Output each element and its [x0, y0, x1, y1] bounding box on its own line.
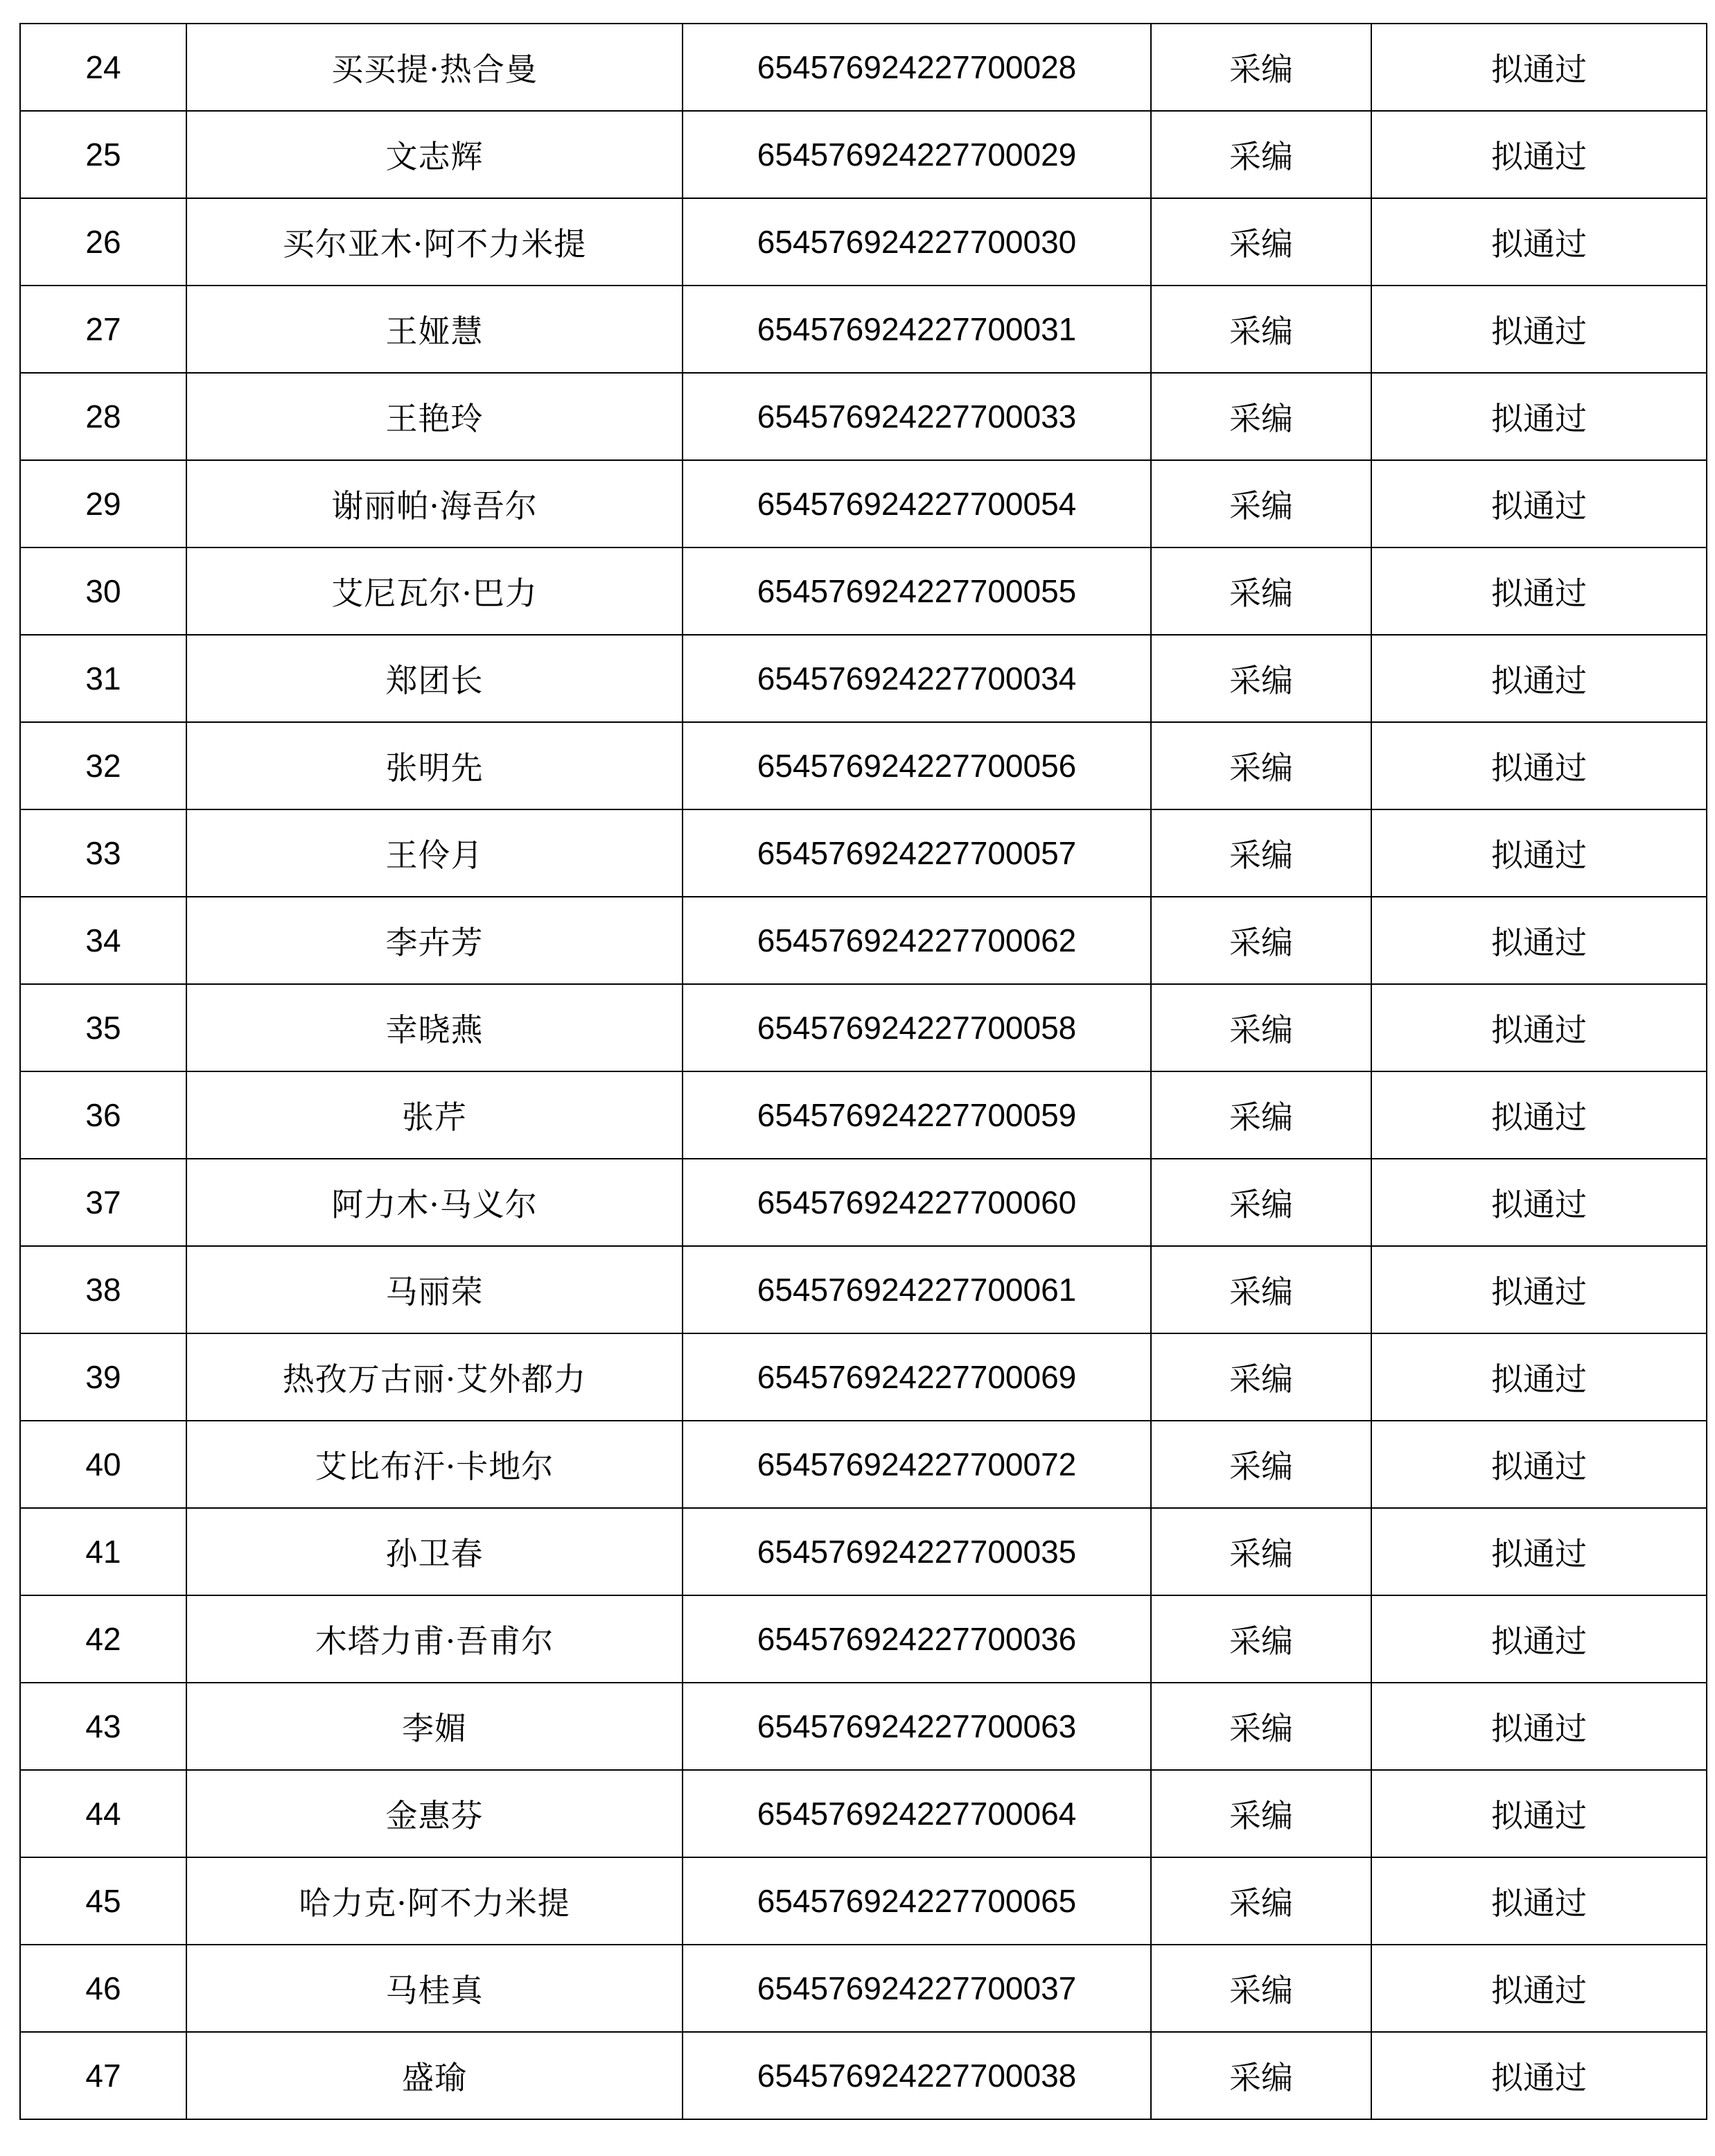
- row-number-cell: 40: [20, 1421, 186, 1508]
- result-status-cell: 拟通过: [1371, 1071, 1707, 1159]
- position-cell: 采编: [1151, 809, 1371, 897]
- position-cell: 采编: [1151, 897, 1371, 984]
- result-status-cell: 拟通过: [1371, 1246, 1707, 1333]
- table-row: [20, 373, 1707, 460]
- candidate-name-cell: 李媚: [186, 1683, 683, 1770]
- result-status-cell: 拟通过: [1371, 1857, 1707, 1945]
- result-status-cell: 拟通过: [1371, 198, 1707, 286]
- result-status-cell: 拟通过: [1371, 1333, 1707, 1421]
- candidate-name-cell: 文志辉: [186, 111, 683, 198]
- candidate-name-cell: 艾比布汗·卡地尔: [186, 1421, 683, 1508]
- position-cell: 采编: [1151, 198, 1371, 286]
- results-table: [19, 23, 1707, 2120]
- result-status-cell: 拟通过: [1371, 984, 1707, 1071]
- candidate-id-cell: 654576924227700033: [683, 373, 1151, 460]
- candidate-id-cell: 654576924227700029: [683, 111, 1151, 198]
- candidate-id-cell: 654576924227700028: [683, 24, 1151, 111]
- table-row: [20, 547, 1707, 635]
- table-row: [20, 1421, 1707, 1508]
- result-status-cell: 拟通过: [1371, 722, 1707, 809]
- candidate-id-cell: 654576924227700059: [683, 1071, 1151, 1159]
- candidate-id-cell: 654576924227700064: [683, 1770, 1151, 1857]
- candidate-id-cell: 654576924227700056: [683, 722, 1151, 809]
- table-row: [20, 460, 1707, 547]
- result-status-cell: 拟通过: [1371, 460, 1707, 547]
- table-row: [20, 1595, 1707, 1683]
- candidate-id-cell: 654576924227700062: [683, 897, 1151, 984]
- candidate-id-cell: 654576924227700030: [683, 198, 1151, 286]
- candidate-name-cell: 买买提·热合曼: [186, 24, 683, 111]
- result-status-cell: 拟通过: [1371, 1683, 1707, 1770]
- row-number-cell: 34: [20, 897, 186, 984]
- candidate-name-cell: 郑团长: [186, 635, 683, 722]
- candidate-name-cell: 王艳玲: [186, 373, 683, 460]
- candidate-name-cell: 阿力木·马义尔: [186, 1159, 683, 1246]
- candidate-name-cell: 马丽荣: [186, 1246, 683, 1333]
- candidate-name-cell: 孙卫春: [186, 1508, 683, 1595]
- position-cell: 采编: [1151, 111, 1371, 198]
- row-number-cell: 44: [20, 1770, 186, 1857]
- table-row: [20, 198, 1707, 286]
- result-status-cell: 拟通过: [1371, 547, 1707, 635]
- candidate-id-cell: 654576924227700034: [683, 635, 1151, 722]
- table-row: [20, 1945, 1707, 2032]
- candidate-name-cell: 李卉芳: [186, 897, 683, 984]
- position-cell: 采编: [1151, 635, 1371, 722]
- result-status-cell: 拟通过: [1371, 2032, 1707, 2119]
- candidate-name-cell: 幸晓燕: [186, 984, 683, 1071]
- row-number-cell: 30: [20, 547, 186, 635]
- candidate-id-cell: 654576924227700063: [683, 1683, 1151, 1770]
- candidate-name-cell: 张明先: [186, 722, 683, 809]
- candidate-name-cell: 王娅慧: [186, 286, 683, 373]
- position-cell: 采编: [1151, 722, 1371, 809]
- candidate-id-cell: 654576924227700057: [683, 809, 1151, 897]
- table-row: [20, 111, 1707, 198]
- candidate-name-cell: 木塔力甫·吾甫尔: [186, 1595, 683, 1683]
- row-number-cell: 39: [20, 1333, 186, 1421]
- result-status-cell: 拟通过: [1371, 24, 1707, 111]
- table-row: [20, 809, 1707, 897]
- table-row: [20, 1770, 1707, 1857]
- result-status-cell: 拟通过: [1371, 1770, 1707, 1857]
- candidate-id-cell: 654576924227700072: [683, 1421, 1151, 1508]
- row-number-cell: 45: [20, 1857, 186, 1945]
- table-row: [20, 1071, 1707, 1159]
- candidate-id-cell: 654576924227700061: [683, 1246, 1151, 1333]
- candidate-id-cell: 654576924227700037: [683, 1945, 1151, 2032]
- row-number-cell: 24: [20, 24, 186, 111]
- row-number-cell: 25: [20, 111, 186, 198]
- table-row: [20, 722, 1707, 809]
- table-row: [20, 1159, 1707, 1246]
- position-cell: 采编: [1151, 373, 1371, 460]
- candidate-id-cell: 654576924227700058: [683, 984, 1151, 1071]
- table-row: [20, 984, 1707, 1071]
- results-table-body: [20, 24, 1707, 2119]
- table-row: [20, 1857, 1707, 1945]
- row-number-cell: 37: [20, 1159, 186, 1246]
- position-cell: 采编: [1151, 1508, 1371, 1595]
- candidate-name-cell: 热孜万古丽·艾外都力: [186, 1333, 683, 1421]
- position-cell: 采编: [1151, 1421, 1371, 1508]
- row-number-cell: 31: [20, 635, 186, 722]
- result-status-cell: 拟通过: [1371, 286, 1707, 373]
- position-cell: 采编: [1151, 984, 1371, 1071]
- result-status-cell: 拟通过: [1371, 1945, 1707, 2032]
- position-cell: 采编: [1151, 1595, 1371, 1683]
- position-cell: 采编: [1151, 2032, 1371, 2119]
- candidate-name-cell: 王伶月: [186, 809, 683, 897]
- candidate-id-cell: 654576924227700035: [683, 1508, 1151, 1595]
- row-number-cell: 42: [20, 1595, 186, 1683]
- position-cell: 采编: [1151, 1071, 1371, 1159]
- row-number-cell: 41: [20, 1508, 186, 1595]
- candidate-id-cell: 654576924227700069: [683, 1333, 1151, 1421]
- position-cell: 采编: [1151, 1857, 1371, 1945]
- result-status-cell: 拟通过: [1371, 897, 1707, 984]
- candidate-name-cell: 盛瑜: [186, 2032, 683, 2119]
- result-status-cell: 拟通过: [1371, 1595, 1707, 1683]
- candidate-id-cell: 654576924227700038: [683, 2032, 1151, 2119]
- table-row: [20, 635, 1707, 722]
- candidate-name-cell: 谢丽帕·海吾尔: [186, 460, 683, 547]
- position-cell: 采编: [1151, 1246, 1371, 1333]
- candidate-id-cell: 654576924227700031: [683, 286, 1151, 373]
- position-cell: 采编: [1151, 1159, 1371, 1246]
- row-number-cell: 32: [20, 722, 186, 809]
- row-number-cell: 38: [20, 1246, 186, 1333]
- table-row: [20, 24, 1707, 111]
- result-status-cell: 拟通过: [1371, 809, 1707, 897]
- row-number-cell: 27: [20, 286, 186, 373]
- row-number-cell: 47: [20, 2032, 186, 2119]
- candidate-name-cell: 买尔亚木·阿不力米提: [186, 198, 683, 286]
- candidate-name-cell: 张芹: [186, 1071, 683, 1159]
- result-status-cell: 拟通过: [1371, 373, 1707, 460]
- position-cell: 采编: [1151, 1683, 1371, 1770]
- candidate-name-cell: 艾尼瓦尔·巴力: [186, 547, 683, 635]
- position-cell: 采编: [1151, 547, 1371, 635]
- table-row: [20, 897, 1707, 984]
- position-cell: 采编: [1151, 1945, 1371, 2032]
- row-number-cell: 33: [20, 809, 186, 897]
- table-row: [20, 1683, 1707, 1770]
- table-row: [20, 286, 1707, 373]
- result-status-cell: 拟通过: [1371, 1508, 1707, 1595]
- candidate-name-cell: 哈力克·阿不力米提: [186, 1857, 683, 1945]
- candidate-name-cell: 金惠芬: [186, 1770, 683, 1857]
- candidate-name-cell: 马桂真: [186, 1945, 683, 2032]
- row-number-cell: 36: [20, 1071, 186, 1159]
- row-number-cell: 46: [20, 1945, 186, 2032]
- position-cell: 采编: [1151, 24, 1371, 111]
- table-row: [20, 1333, 1707, 1421]
- candidate-id-cell: 654576924227700054: [683, 460, 1151, 547]
- result-status-cell: 拟通过: [1371, 635, 1707, 722]
- row-number-cell: 43: [20, 1683, 186, 1770]
- candidate-id-cell: 654576924227700060: [683, 1159, 1151, 1246]
- row-number-cell: 29: [20, 460, 186, 547]
- result-status-cell: 拟通过: [1371, 111, 1707, 198]
- position-cell: 采编: [1151, 460, 1371, 547]
- result-status-cell: 拟通过: [1371, 1159, 1707, 1246]
- row-number-cell: 35: [20, 984, 186, 1071]
- position-cell: 采编: [1151, 1333, 1371, 1421]
- table-row: [20, 1508, 1707, 1595]
- row-number-cell: 26: [20, 198, 186, 286]
- table-row: [20, 2032, 1707, 2119]
- table-row: [20, 1246, 1707, 1333]
- result-status-cell: 拟通过: [1371, 1421, 1707, 1508]
- position-cell: 采编: [1151, 1770, 1371, 1857]
- candidate-id-cell: 654576924227700065: [683, 1857, 1151, 1945]
- candidate-id-cell: 654576924227700036: [683, 1595, 1151, 1683]
- row-number-cell: 28: [20, 373, 186, 460]
- position-cell: 采编: [1151, 286, 1371, 373]
- candidate-id-cell: 654576924227700055: [683, 547, 1151, 635]
